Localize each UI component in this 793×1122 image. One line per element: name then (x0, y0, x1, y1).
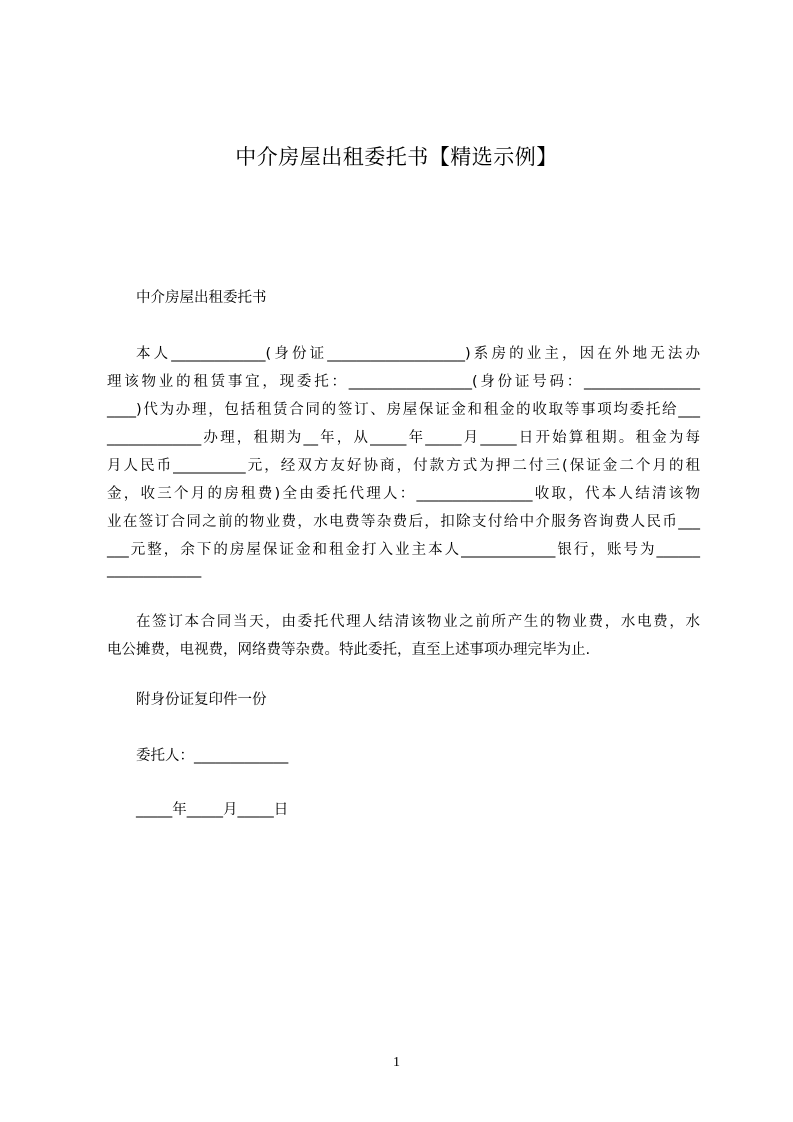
paragraph-line: 月人民币__________元，经双方友好协商，付款方式为押二付三(保证金二个月的租 (107, 458, 700, 474)
contract-heading: 中介房屋出租委托书 (136, 290, 267, 306)
paragraph-line: 理该物业的租赁事宜，现委托：_________________(身份证号码：________________ (107, 374, 700, 390)
paragraph-line: 业在签订合同之前的物业费，水电费等杂费后，扣除支付给中介服务咨询费人民币___ (107, 514, 700, 530)
page-number: 1 (393, 1055, 400, 1070)
paragraph-line: _____________ (107, 562, 202, 578)
paragraph-line: 在签订本合同当天，由委托代理人结清该物业之前所产生的物业费，水电费，水 (136, 614, 700, 630)
paragraph-line: ___元整，余下的房屋保证金和租金打入业主本人_____________银行，账号为______ (107, 542, 700, 558)
paragraph-line: 本人_____________(身份证___________________)系房的业主，因在外地无法办 (136, 346, 700, 362)
paragraph-line: _____________办理，租期为__年，从_____年_____月_____日开始算租期。租金为每 (107, 430, 700, 446)
paragraph-line: ____)代为办理，包括租赁合同的签订、房屋保证金和租金的收取等事项均委托给___ (107, 402, 700, 418)
paragraph-line: 电公摊费，电视费，网络费等杂费。特此委托，直至上述事项办理完毕为止. (107, 642, 591, 658)
date-line: _____年_____月_____日 (136, 802, 289, 818)
document-title: 中介房屋出租委托书【精选示例】 (235, 145, 558, 169)
paragraph-line: 金，收三个月的房租费)全由委托代理人：________________收取，代本人结清该物 (107, 486, 700, 502)
signer-line: 委托人：_____________ (136, 748, 289, 764)
attachment-note: 附身份证复印件一份 (136, 692, 267, 708)
